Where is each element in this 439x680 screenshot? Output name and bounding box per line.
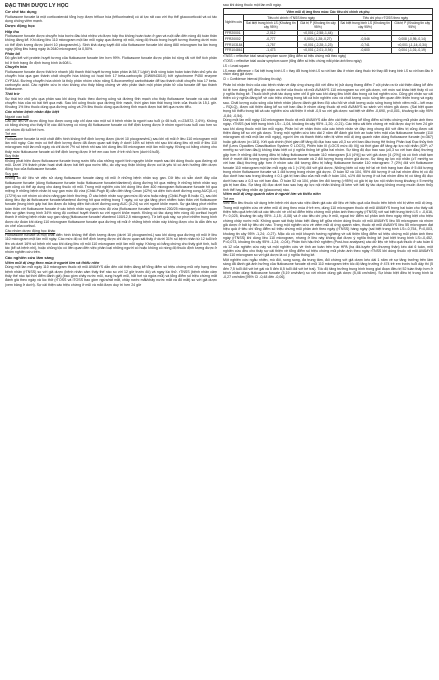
left-column bbox=[5, 3, 217, 678]
right-flow bbox=[223, 192, 433, 279]
footnote: LS-mean difference = Sai biệt trung bình LS = thay đổi trung bình LS so với ban đầu ở nhóm dùng thuốc trừ thay đổi trung bình LS so với ban đầu ở nhóm dùng giả dược bbox=[223, 68, 433, 77]
cell-rtnss-p: <0,001 (-2,01;-0,94) bbox=[298, 48, 339, 54]
heading: Viêm mũi dị ứng quanh năm ở người lớn và thiếu niên bbox=[223, 192, 321, 197]
cell-rtnss-diff: -0,777 bbox=[244, 36, 298, 42]
cell-rtoss-p: 0,008 (-0,95;-0,14) bbox=[392, 36, 433, 42]
cell-study: FFR103184 bbox=[225, 42, 243, 47]
heading: Các nghiên cứu lâm sàng bbox=[5, 254, 54, 260]
heading: Dược động học bbox=[5, 23, 35, 29]
results-table bbox=[223, 8, 433, 53]
subheader-diff-2: Sai biệt trung bình LS (Khoảng tin cậy 95%) bbox=[338, 20, 392, 30]
subheader-p-2: Giá trị P (Khoảng tin cậy 95%) bbox=[392, 20, 433, 30]
cell-rtnss-diff: -1,473 bbox=[244, 48, 298, 54]
paragraph: Sự thải trừ chủ yếu qua phân sau khi dùng thuốc theo đường uống và đường tĩnh mạch cho thấy fluticasone furoate và các chất chuyển hóa của nó bài tiết qua mật. Sau khi uống thuốc qua đường tĩnh mạch, thời gian bán thải trung bình của thuốc là 15,1 giờ. Khoảng 1% liều thuốc dùng qua đường uống và 2% liều thuốc dùng qua đường tĩnh mạch được bài tiết qua nước tiểu. bbox=[5, 96, 217, 110]
table-title: Viêm mũi dị ứng theo mùa: Các tiêu chí chính và phụ bbox=[224, 9, 433, 15]
cell-study: FFR20001 bbox=[224, 30, 244, 36]
paragraph: Một nghiên cứu ngẫu nhiên, mù đôi, song song, đa trung tâm, đối chứng với giả dược kéo dài 1 năm về sự tăng trưởng trên lâm sàng đã đánh giá ảnh hưởng của fluticasone furoate xịt mũi 110 microgram trên tốc độ tăng trưởng ở 474 trẻ em trước tuổi dậy thì (5 đến 7,5 tuổi đối với bé gái và 5 đến 8,5 tuổi đối với bé trai). Tốc độ tăng trưởng trung bình trong giai đoạn điều trị 52 tuần thấp hơn ở bệnh nhân dùng fluticasone furoate (5,19 cm/năm) so với nhóm dùng giả dược (5,46 cm/năm). Sự khác biệt điều trị trung bình là -0,27 cm/năm [95% CI -0,48 đến -0,06]. bbox=[223, 257, 433, 280]
cell-rtoss-p: <0,001 (-1,14;-0,34) bbox=[392, 42, 433, 48]
paragraph: Phân bố nhận thức của các bệnh nhân về đáp ứng chung đối với điều trị (sử dụng thang điểm 7 cột phân ra từ cải thiện đáng kể đến tồi tệ hơn đáng kể) đều ghi nhận ưu thế của thuốc xịt mũi AVAMYS 110 microgram so với giả dược, với mức sai khác biệt thấy rõ có ý nghĩa thống kê. Thuốc khởi phát tác dụng sớm chỉ 8 giờ sau khi dùng liều khởi đầu trong cả hai nghiên cứu. Cũng ghi nhận sự cải thiện có ý nghĩa đáng kể về các triệu chứng trong tất cả bốn nghiên cứu và chất lượng cuộc sống liên quan đến thiện trong và ngày sau. Chất lượng cuộc sống của bệnh nhân (được đánh giá theo Bộ câu hỏi về chất lượng cuộc sống trong bệnh viêm mũi – kết mạc – RQLQ), được cải thiện đáng kể so với ban đầu ở nhóm dùng thuốc xịt mũi AVAMYS so sánh với nhóm giả dược. (Sai biệt quan trọng tối thiểu trong tất cả các nghiên cứu cải thiện ít nhất -0,5 so với giả dược: sai biệt về điểm -0,690, p<0,001, khoảng tin cậy 95% -0,84; -0,54). bbox=[223, 83, 433, 118]
footnote: rTNSS = reflective total nasal symptom score (tổng điểm số triệu chứng mũi theo ngày) bbox=[223, 53, 347, 58]
paragraph: Độ gắn kết với protein huyết tương của fluticasone furoate lớn hơn 99%. Fluticasone furoate được phân bố rộng rãi với thể tích phân bố ở tình trạng ổn định trung bình là 608 L. bbox=[5, 56, 217, 65]
table-subheader-row bbox=[224, 20, 433, 30]
footnote: CI = Confidence Interval (Khoảng tin cậy) bbox=[223, 77, 282, 82]
paragraph: Không có dữ liệu về việc sử dụng fluticasone furoate dạng xịt mũi ở những bệnh nhân suy gan. Dữ liệu có sẵn dưới đây của fluticasone furoate (dùng fluticasone furoate hoặc fluticasone furoate/vilanterol) dùng đường hít qua miệng ở những bệnh nhân suy gan cũng có thể áp dụng cho dạng thuốc xịt mũi. Trong một nghiên cứu khi dùng liều đơn 400 microgram fluticasone furoate hít qua miệng ở những bệnh nhân bị suy gan mức độ vừa (Child-Pugh B) dẫn đến tăng Cmax (42%) và diện tích dưới đường cong AUC(0-∞) (172%) so với nhóm có chức năng gan bình thường. Ở các bệnh nhân suy gan mức độ vừa hoặc nặng (Child-Pugh B hoặc C), sau khi dùng liều lặp lại fluticasone furoate/vilanterol đường hít qua miệng trong 7 ngày, có sự gia tăng phơi nhiễm toàn thân với fluticasone furoate (trung bình gấp hai lần được đo bằng diện tích dưới đường cong AUC (0-24) so với người khỏe mạnh. Sự gia tăng phơi nhiễm toàn thân với fluticasone furoate ở các bệnh nhân suy gan mức độ vừa (fluticasone furoate/ vilanterol 200/25 microgram) có liên quan đến sự giảm trung bình 34% nồng độ cortisol huyết thanh so với người khỏe mạnh. Không có tác dụng trên nồng độ cortisol huyết thanh ở những bệnh nhân suy gan nặng (fluticasone furoate/ vilanterol 100/12,5 microgram). Từ kết quả này, sự phơi nhiễm trung bình được dự đoán khi dùng 110 microgram fluticasone furoate qua đường xịt mũi ở những bệnh nhân này không được cho là dẫn đến sự ức chế của cortisol. bbox=[5, 176, 217, 229]
cell-rtoss-p: 0,004 (-1,01;-0,19) bbox=[392, 48, 433, 54]
heading: Trẻ em bbox=[5, 132, 17, 137]
paragraph: Fluticasone furoate được thải trừ nhanh (độ thanh thải huyết tương toàn phần là 58,7 L/giờ) khỏi vòng tuần hoàn toàn thân chủ yếu do chuyển hóa qua gan thành chất chuyển hóa không có hoạt tính 17 beta-carboxylic (GW694301X) bởi cytochrome P450 enzyme CYP3A4. Đường chuyển hóa chính là thủy phân nhóm chức năng S-fluoromethyl carbothioate để tạo thành chất chuyển hóa 17 beta-carboxylic acid. Các nghiên cứu in vivo không cho thấy bằng chứng về việc phân tách một phần phân tử của furoate để tạo thành fluticasone. bbox=[5, 69, 217, 92]
heading: Các nhóm bệnh nhân đặc biệt bbox=[5, 110, 60, 115]
right-paragraphs bbox=[223, 83, 433, 192]
paragraph: Viêc dồn liều thuốc sử dụng trên bệnh nhi dựa vào việc đánh giá các dữ liệu về hiệu quả của thuốc trên bệnh nhi bị viêm mũi dị ứng. Trong một nghiên cứu về viêm mũi dị ứng theo mùa ở trẻ em, dùng 110 microgram thuốc xịt mũi AVAMYS trong hai tuần cho thấy cải thiện hiệu quả trên tất cả các tiêu chí về chỉ số điểm triệu chứng mũi phản ánh theo ngày (rTNSS) với sai biệt trung bình LS = -0,616, P= 0,025, khoảng tin cậy 95% -1,15; -0,08) và ở các tiêu chí phụ ở mũi, ngoại trừ điểm số phản ánh theo ngày riêng biệt cho triệu chứng chảy nước mũi. Không quan sát thấy khác biệt đáng kể giữa nhóm dùng thuốc xịt mũi AVAMYS liều 55 microgram và nhóm giả dược ở bất kỳ tiêu chí nào. Trong một nghiên cứu về viêm mũi dị ứng quanh năm, thuốc xịt mũi AVAMYS liều 55 microgram đạt hiệu quả ở tiêu chí tổng điểm số triệu chứng mũi phản ánh theo ngày (rTNSS) hàng ngày (sai biệt trung bình LS=-0,754, P=0,003, khoảng tin cậy 95% -1,24; -0,27). Mặc dù có một khuynh hướng nghiêng về cải thiện tổng điểm số triệu chứng mũi phản ánh theo ngày (rTNSS) khi dùng liều 110 microgram, nhưng ở liều này không đạt được ý nghĩa thống kê (sai biệt trung bình LS=-0,452, P=0,073, khoảng tin cậy 95% -1,24; -0,04). Phân tích hậu thử nghiệm (Post-hoc analyses) các dữ liệu về hiệu quả thuốc ở các tuần 6 và 12 của nghiên cứu này và một nghiên cứu về tính an toàn trên trục HPA (hạ đồi-tuyến yên-thượng thận) kéo dài 6 tuần, một nghiên cứu đều cho thấy sự cải thiện về tổng điểm số triệu chứng mũi phản ánh theo ngày rTNSS khi dùng thuốc xịt mũi AVAMYS liều 110 microgram so với giả dược là có ý nghĩa thống kê. bbox=[223, 201, 433, 258]
heading: Các nhóm dược động học khác bbox=[5, 228, 56, 233]
footnote: rTOSS = reflective total ocular symptom score (tổng điểm số triệu chứng mắt phản ánh theo ngày) bbox=[223, 58, 362, 63]
col-header-study: Nghiên cứu bbox=[224, 15, 244, 31]
paragraph: Dùng một lần mỗi ngày 110 microgram thuốc xịt mũi AVAMYS dẫn đến cải thiện đáng kể tổng điểm số triệu chứng mũi phản ánh theo ngày- rTNSS (sai biệt trung bình LS= -1,04, khoảng tin cậy 95% -1,20; -0,21). Các triệu cải tiến chứng về mũi được duy trì hơn 24 giờ sau khi dùng thuốc một lần mỗi ngày. Phân bố về nhận thức của các bệnh nhân về đáp ứng chung đối với điều trị cũng được cải thiện đáng kể so với giả dược. Trong một nghiên cứu kéo dài 2 năm để đánh giá tính an toàn trên mật của fluticasone furoate (110 microgram xịt mũi một lần mỗi ngày), người lớn và thanh thiếu niên bị viêm mũi dị ứng quanh năm dùng fluticasone furoate (n=367) hoặc giả dược (n=181). Kết quả chính (thời gian để tăng độ đục bao sau ≥0,3 so với ban đầu trong Hệ thống Phân loại Đục thủy tinh thể (Lens Opacities Classification System © LOCS), Phiên bản III (LOCS mức độ III)) và thời gian để tăng áp lực nội nhãn (IOP; ≥7 mmHg so với ban đầu)) không khác biệt có ý nghĩa thống kê giữa hai nhóm. Sự tăng độ đục bao sau (≥0,3 so với ban đầu) thường gặp hơn ở những đối tượng điều trị bằng fluticasone furoate 110 microgram [14 (4%)] so với giả dược [4 (2%)] và có tính chất tạm thời ở mười đối tượng trong nhóm fluticasone furoate và 2 đối tượng trong nhóm giả dược. Sự tăng áp lực nội nhãn (≥7 mmHg so với ban đầu) thường gặp hơn ở nhóm các đối tượng điều trị bằng fluticasone furoate 110 microgram: 7 (2%) đối với fluticasone furoate 110 microgram một lần mỗi ngày và 1 (<1%) đối với giả dược. Những biến cố này trở lại về tình trạng ban đầu ở 5 đối tượng trong nhóm fluticasone furoate và 1 đối tượng trong nhóm giả dược. Ở tuần 52 và 104, 95% đối tượng ở cả hai nhóm điều trị có độ đục dưới bao sau trong khoảng ± 0,1 giá trị ban đầu của mỗi mắt ở tuần 104, ≤1% đối tượng ở cả hai nhóm điều trị có tăng độ đục dưới bao sau ≥ 0,3 so với ban đầu. Ở tuần 52 và 104, phần lớn đối tượng (>95%) có giá trị áp lực nội nhãn trong khoảng ± 5 mmHg giá trị ban đầu. Sự tăng độ đục dưới bao sau hay áp lực nội nhãn không đi kèm với bất kỳ tác dụng không mong muốn được thủy tinh thể hay tăng nhãn áp (glaucoma) nào. bbox=[223, 118, 433, 192]
paragraph: Các dữ liệu về dược động học được cung cấp chỉ dựa vào một số ít bệnh nhân là người cao tuổi (≥ 65 tuổi, n=23/872; 2,6%). Không có bằng chứng cho thấy tỉ lệ các đối tượng có nồng độ fluticasone furoate có thể định lượng được ở nhóm người cao tuổi cao hơn so với nhóm độ tuổi trẻ hơn. bbox=[5, 119, 217, 132]
col-header-rtoss: Tiêu chí phụ: rTOSS theo ngày bbox=[338, 15, 432, 21]
footnote: LS = Least square bbox=[223, 63, 249, 68]
heading: Suy thận bbox=[5, 154, 20, 159]
subheader-p-1: Giá trị P (Khoảng tin cậy 95%) bbox=[298, 20, 339, 30]
heading: Suy gan bbox=[5, 171, 19, 176]
cell-rtoss-p: - bbox=[392, 30, 433, 36]
table-footnotes bbox=[223, 55, 433, 82]
heading: Trẻ em bbox=[223, 197, 235, 202]
paragraph: Fluticasone furoate được chuyển hóa bước đầu khá nhiều và được hấp thu không hoàn toàn ở gan và ruột dẫn đến nồng độ toàn thân không đáng kể. Khi dùng liều 110 microgram một lần mỗi ngày qua đường xịt mũi, nồng độ thuốc trong huyết tương thường dưới mức có thể định lượng được (dưới 10 picogram/mL). Sinh khả dụng tuyệt đối của fluticasone furoate khi dùng 880 microgram ba lần trong ngày (tổng liều hàng ngày là 2640 microgram) là 0,50%. bbox=[5, 34, 217, 52]
continued-paragraph: sau khi dùng thuốc một lần mỗi ngày. bbox=[223, 3, 282, 7]
cell-rtnss-diff: -2,012 bbox=[244, 30, 298, 36]
heading: Thải trừ bbox=[5, 92, 20, 97]
cell-rtnss-p: 0,003 (-1,28;-0,27) bbox=[298, 36, 339, 42]
document-title: ĐẶC TÍNH DƯỢC LÝ HỌC bbox=[5, 3, 69, 9]
cell-rtoss-diff: -0,741 bbox=[338, 42, 392, 48]
cell-rtnss-diff: -1,757 bbox=[244, 42, 298, 48]
heading: Phân bố bbox=[5, 51, 20, 56]
paragraph: Fluticasone furoate là một chất điển hình không thể định lượng được (dưới 10 picogram/mL) sau khi dùng qua đường xịt mũi ở liều 110 microgram một lần mỗi ngày. Các mức độ có thể định lượng được chỉ được quan sát thấy ở dưới 31% số bệnh nhân từ 12 tuổi trở lên và dưới 16% số bệnh nhi sau khi dùng liều xịt mũi 110 microgram một lần mỗi ngày. Không có bằng chứng cho thấy giới tính, tuổi tác (kể cả bệnh nhi), hoặc chủng tộc có liên quan đến việc phân loại những người có hoặc không có nồng độ thuốc định lượng được ở nhóm nghiên cứu trên. bbox=[5, 232, 217, 255]
right-column bbox=[223, 3, 433, 678]
heading: Chuyển hóa bbox=[5, 65, 27, 70]
paragraph: Fluticasone furoate là một chất điển hình không thể định lượng được (dưới 10 picogram/mL) sau khi xịt mũi ở liều 110 microgram một lần mỗi ngày. Các mức có thể định lượng được đã được quan sát thấy ở dưới 16% số bệnh nhi sau khi dùng liều xịt mũi ở liều 110 microgram một lần mỗi ngày và chỉ dưới 7% số bệnh nhi sau khi dùng liều 55 microgram một lần mỗi ngày. Không có bằng chứng cho thấy mức fluticasone furoate có thể định lượng được ở trẻ em cao hơn ở trẻ nhỏ hơn (dưới 6 tuổi). bbox=[5, 136, 217, 154]
table-body bbox=[224, 30, 433, 53]
heading: Cơ chế tác dụng bbox=[5, 9, 37, 14]
cell-rtnss-p: <0,001 (-2,58;-1,44) bbox=[298, 30, 339, 36]
cell-rtoss-diff: -0,600 bbox=[338, 48, 392, 54]
cell-rtoss-diff: -0,546 bbox=[338, 36, 392, 42]
cell-study: FFR20002 bbox=[224, 36, 244, 42]
heading: Hấp thu bbox=[5, 29, 20, 34]
col-header-rtnss: Tiêu chí chính: rTNSS theo ngày bbox=[244, 15, 338, 21]
heading: Người cao tuổi bbox=[5, 114, 29, 119]
paragraph: Fluticasone furoate là một corticosteroid tổng hợp được trifluor hóa (trifluorinated) có ái lực rất cao với thụ thể glucocorticoid và có tác dụng chống viêm mạnh. bbox=[5, 14, 217, 24]
subheader-diff-1: Sai biệt trung bình LS (Khoảng tin cậy 95%) bbox=[244, 20, 298, 30]
cell-rtnss-p: <0,001 (-2,28;-1,23) bbox=[298, 42, 339, 48]
paragraph: Không phát hiện được fluticasone furoate trong nước tiểu của những người tình nguyện khỏe mạnh sau khi dùng thuốc qua đường xịt mũi. Dưới 1% thành phần hoạt chất được bài tiết qua nước tiểu, do vậy suy thận không được coi là yếu tố có ảnh hưởng đến dược động học của fluticasone furoate. bbox=[5, 158, 217, 172]
table-row bbox=[224, 48, 433, 54]
cell-rtoss-diff: - bbox=[338, 30, 392, 36]
heading: Viêm mũi dị ứng theo mùa ở người lớn và thiếu niên bbox=[5, 260, 100, 265]
paragraph: Dùng một lần mỗi ngày 110 microgram thuốc xịt mũi AVAMYS dẫn đến cải thiện đáng kể tổng điểm số triệu chứng mũi xếp hạng theo bệnh nhân (rTNSS) so với giả dược (bệnh nhân cảm thấy thế nào so với 12 giờ trước đó) và ngay lúc thử. rTNSS (bệnh nhân cảm thấy thế nào tại thời điểm đánh giá) (bao gồm chảy nước mũi, xung huyết mũi, hắt hơi và ngứa mũi) và tổng điểm số triệu chứng mắt đánh giá theo ngày và lúc thử (rTOSS và iTOSS bao gồm ngứa/rát mắt, chảy nước mắt/chảy nước mắt và đỏ mắt) so với giả dược (xem bảng ở dưới). Sự cải thiện các triệu chứng ở mũi và mắt được duy trì hơn 24 giờ bbox=[5, 265, 217, 287]
cell-study: FFR104861 bbox=[225, 48, 243, 53]
left-flow bbox=[5, 10, 217, 287]
